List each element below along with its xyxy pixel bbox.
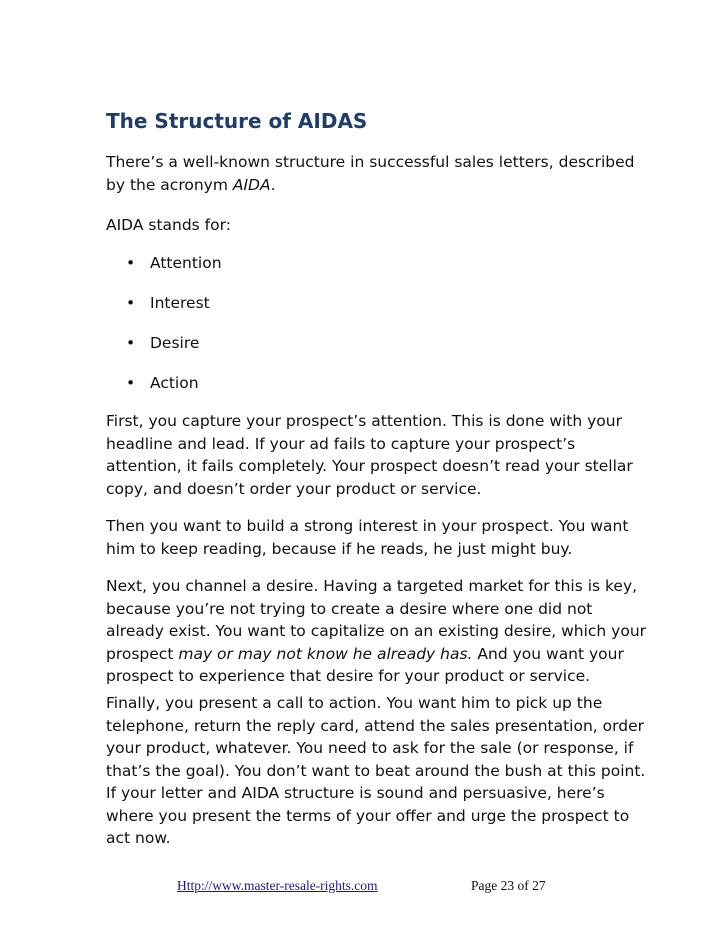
list-item-label: Interest (150, 294, 210, 312)
paragraph-line: telephone, return the reply card, attend the sales presentation, order (106, 716, 644, 735)
stands-for-line (106, 214, 628, 237)
list-item (126, 332, 199, 354)
paragraph-text: prospect (106, 644, 179, 663)
paragraph-line (106, 643, 628, 666)
bullet-icon: • (126, 374, 136, 392)
bullet-icon: • (126, 254, 136, 272)
intro-line (106, 174, 628, 197)
bullet-icon: • (126, 294, 136, 312)
paragraph-line: that’s the goal). You don’t want to beat around the bush at this point. (106, 761, 646, 780)
paragraph-line: act now. (106, 829, 171, 847)
paragraph-desire (106, 575, 647, 688)
footer-website-link[interactable]: Http://www.master-resale-rights.com (177, 878, 378, 893)
paragraph-interest (106, 515, 628, 560)
paragraph-text: And you want your (472, 644, 624, 663)
list-item-label: Action (150, 374, 199, 392)
list-item (126, 372, 199, 394)
paragraph-line: headline and lead. If your ad fails to capture your prospect’s (106, 434, 576, 453)
acronym-emphasis: AIDA (232, 175, 271, 194)
list-item-label: Desire (150, 334, 200, 352)
paragraph-line: First, you capture your prospect’s attention. This is done with your (106, 412, 622, 430)
paragraph-line: If your letter and AIDA structure is sound and persuasive, here’s (106, 784, 605, 802)
intro-text: . (270, 175, 276, 194)
intro-line: There’s a well-known structure in successful sales letters, described (106, 153, 635, 171)
emphasis-text: may or may not know he already has. (178, 644, 473, 663)
stands-for-text: AIDA stands for: (106, 216, 231, 234)
paragraph-line: prospect to experience that desire for your product or service. (106, 667, 591, 685)
bullet-icon: • (126, 334, 136, 352)
list-item (126, 292, 210, 314)
page-number: Page 23 of 27 (471, 878, 546, 893)
paragraph-line: your product, whatever. You need to ask for the sale (or response, if (106, 739, 634, 757)
intro-paragraph (106, 151, 635, 196)
list-item-label: Attention (150, 254, 222, 272)
paragraph-line: Next, you channel a desire. Having a targeted market for this is key, (106, 577, 638, 595)
paragraph-line: where you present the terms of your offer and urge the prospect to (106, 806, 630, 825)
paragraph-line: because you’re not trying to create a desire where one did not (106, 599, 593, 618)
paragraph-line: Finally, you present a call to action. You want him to pick up the (106, 694, 603, 712)
paragraph-attention (106, 410, 633, 500)
paragraph-line: him to keep reading, because if he reads, he just might buy. (106, 539, 573, 558)
paragraph-line: already exist. You want to capitalize on an existing desire, which your (106, 622, 647, 640)
intro-text: by the acronym (106, 175, 233, 194)
paragraph-action (106, 692, 646, 850)
list-item (126, 252, 222, 274)
paragraph-line: copy, and doesn’t order your product or service. (106, 479, 482, 498)
paragraph-line: Then you want to build a strong interest in your prospect. You want (106, 517, 629, 535)
section-heading: The Structure of AIDAS (106, 109, 368, 133)
paragraph-line: attention, it fails completely. Your prospect doesn’t read your stellar (106, 457, 633, 475)
